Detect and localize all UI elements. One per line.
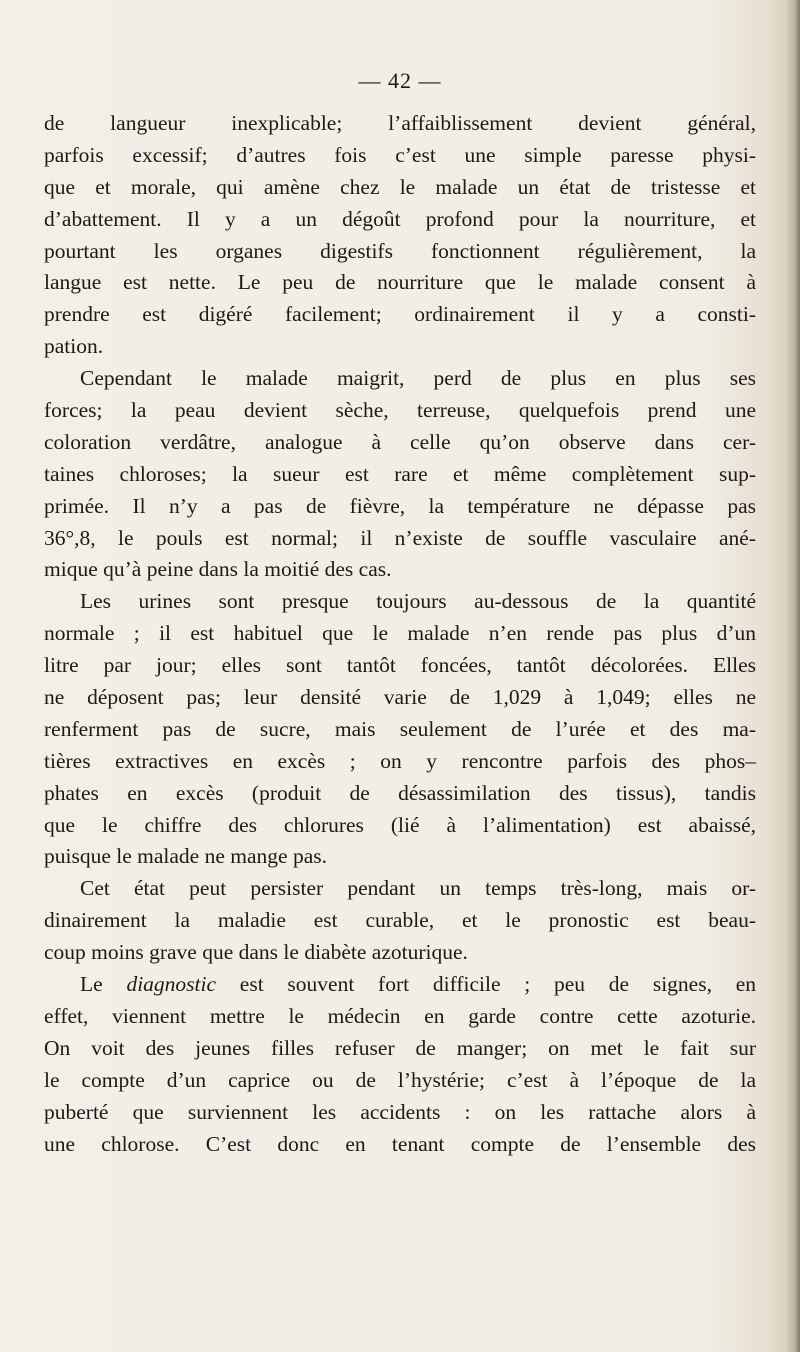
text-line: puisque le malade ne mange pas.: [44, 844, 327, 869]
text-line: pourtant les organes digestifs fonctionnent régulièrement, la: [44, 238, 756, 263]
text-line: Cet état peut persister pendant un temps très-long, mais or-: [80, 876, 756, 901]
text-segment: Le: [80, 972, 127, 997]
text-line: 36°,8, le pouls est normal; il n’existe de souffle vasculaire ané-: [44, 525, 756, 550]
text-line: que le chiffre des chlorures (lié à l’alimentation) est abaissé,: [44, 812, 756, 837]
text-line: tières extractives en excès ; on y rencontre parfois des phos–: [44, 748, 756, 773]
italic-term: diagnostic: [126, 972, 217, 997]
text-line: On voit des jeunes filles refuser de manger; on met le fait sur: [44, 1035, 756, 1060]
text-line: une chlorose. C’est donc en tenant compte de l’ensemble des: [44, 1131, 756, 1156]
page-edge-shadow: [786, 0, 800, 1352]
text-line: de langueur inexplicable; l’affaiblissement devient général,: [44, 111, 756, 135]
text-line: forces; la peau devient sèche, terreuse, quelquefois prend une: [44, 398, 756, 423]
text-line: mique qu’à peine dans la moitié des cas.: [44, 557, 392, 582]
page-number: — 42 —: [358, 68, 442, 93]
text-line: renferment pas de sucre, mais seulement de l’urée et des ma-: [44, 716, 756, 741]
text-segment: est souvent fort difficile ; peu de signes, en: [216, 972, 756, 997]
text-line: effet, viennent mettre le médecin en garde contre cette azoturie.: [44, 1003, 756, 1028]
text-line: prendre est digéré facilement; ordinairement il y a consti-: [44, 302, 756, 327]
text-line: coup moins grave que dans le diabète azoturique.: [44, 940, 468, 965]
text-line: taines chloroses; la sueur est rare et même complètement sup-: [44, 461, 756, 486]
text-line: puberté que surviennent les accidents : on les rattache alors à: [44, 1099, 756, 1124]
text-line-diagnostic: [44, 969, 756, 1001]
text-line: pation.: [44, 334, 104, 359]
text-line: langue est nette. Le peu de nourriture que le malade consent à: [44, 270, 756, 295]
text-line: d’abattement. Il y a un dégoût profond pour la nourriture, et: [44, 206, 756, 231]
text-line: ne déposent pas; leur densité varie de 1,029 à 1,049; elles ne: [44, 685, 756, 710]
text-line: Les urines sont presque toujours au-dessous de la quantité: [80, 589, 756, 614]
text-line: normale ; il est habituel que le malade n’en rende pas plus d’un: [44, 621, 756, 646]
text-line: que et morale, qui amène chez le malade un état de tristesse et: [44, 174, 756, 199]
text-line: Cependant le malade maigrit, perd de plus en plus ses: [80, 366, 756, 391]
text-line: litre par jour; elles sont tantôt foncées, tantôt décolorées. Elles: [44, 653, 756, 678]
text-line: phates en excès (produit de désassimilation des tissus), tandis: [44, 780, 756, 805]
text-line: le compte d’un caprice ou de l’hystérie; c’est à l’époque de la: [44, 1067, 756, 1092]
text-line: parfois excessif; d’autres fois c’est une simple paresse physi-: [44, 142, 756, 167]
text-line: primée. Il n’y a pas de fièvre, la température ne dépasse pas: [44, 493, 756, 518]
body-text: [44, 108, 756, 1160]
text-line: coloration verdâtre, analogue à celle qu’on observe dans cer-: [44, 429, 756, 454]
text-line: dinairement la maladie est curable, et le pronostic est beau-: [44, 908, 756, 933]
